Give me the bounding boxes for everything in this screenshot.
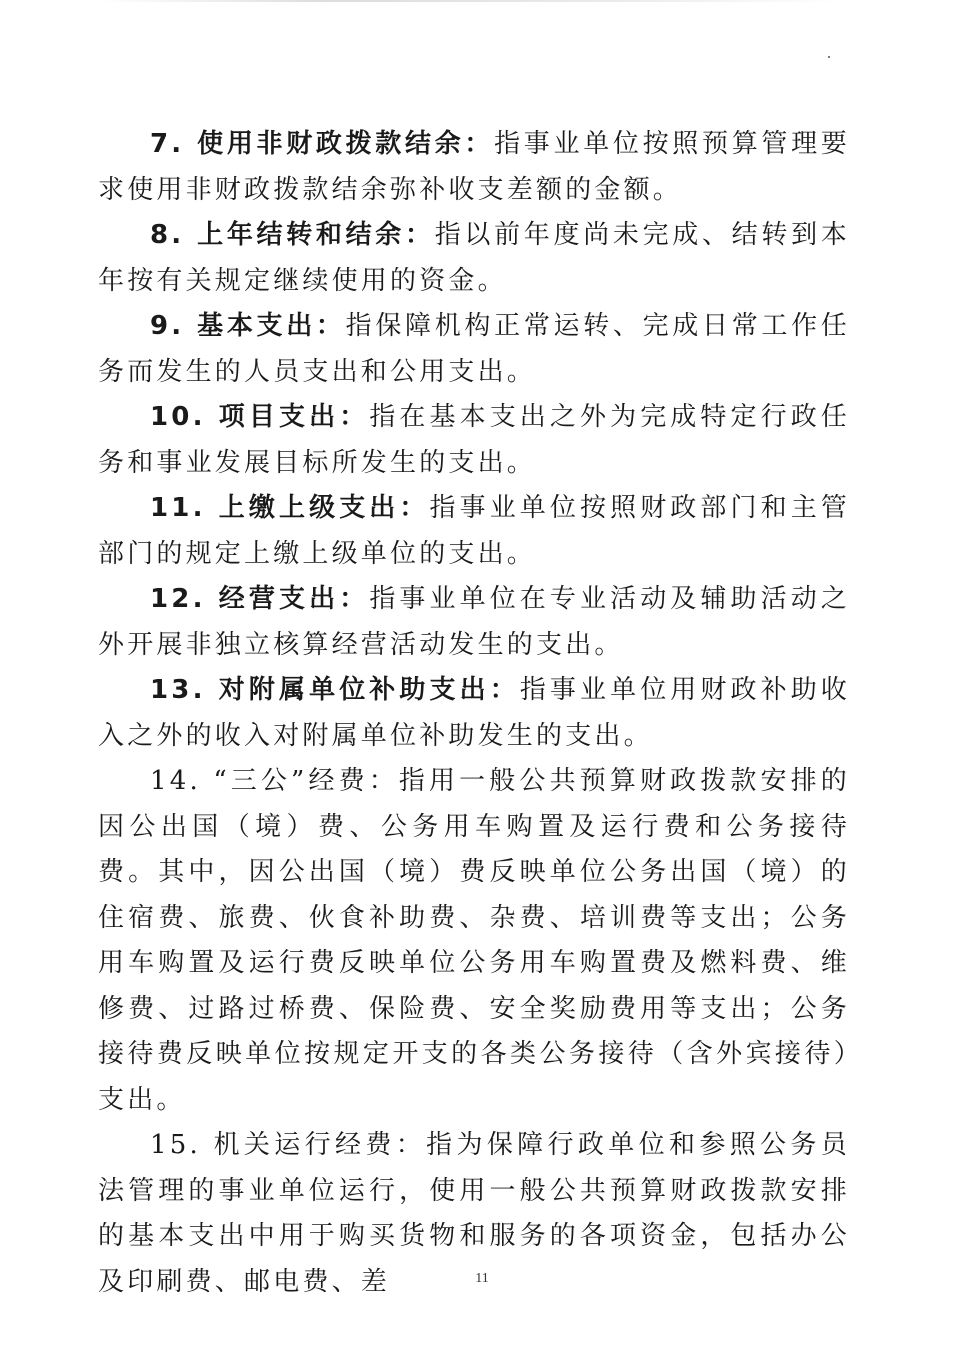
term-label: 13. 对附属单位补助支出： bbox=[150, 675, 520, 705]
term-definition: 指事业单位用财政补助收入之外的收入对附属单位补助发生的支出。 bbox=[98, 675, 851, 751]
term-label: 12. 经营支出： bbox=[150, 584, 370, 614]
paragraph-9 bbox=[98, 304, 850, 395]
term-definition: 指事业单位在专业活动及辅助活动之外开展非独立核算经营活动发生的支出。 bbox=[98, 584, 850, 660]
term-label: 8. 上年结转和结余： bbox=[150, 220, 435, 250]
term-label: 15. 机关运行经费： bbox=[150, 1130, 427, 1160]
scan-edge-mark bbox=[100, 0, 840, 2]
document-body bbox=[98, 122, 850, 1305]
term-definition: 指在基本支出之外为完成特定行政任务和事业发展目标所发生的支出。 bbox=[98, 402, 850, 478]
term-definition: 指保障机构正常运转、完成日常工作任务而发生的人员支出和公用支出。 bbox=[98, 311, 851, 387]
paragraph-13 bbox=[98, 668, 850, 759]
paragraph-7 bbox=[98, 122, 850, 213]
term-definition: 指用一般公共预算财政拨款安排的因公出国（境）费、公务用车购置及运行费和公务接待费。其中，因公出国（境）费反映单位公务出国（境）的住宿费、旅费、伙食补助费、杂费、培训费等支出；公务用车购置及运行费反映单位公务用车购置费及燃料费、维修费、过路过桥费、保险费、安全奖励费用等支出；公务接待费反映单位按规定开支的各类公务接待（含外宾接待）支出。 bbox=[98, 766, 850, 1115]
paragraph-8 bbox=[98, 213, 850, 304]
paragraph-10 bbox=[98, 395, 850, 486]
term-label: 9. 基本支出： bbox=[150, 311, 346, 341]
term-label: 14. “三公”经费： bbox=[150, 766, 399, 796]
term-definition: 指事业单位按照预算管理要求使用非财政拨款结余弥补收支差额的金额。 bbox=[98, 129, 850, 205]
term-label: 11. 上缴上级支出： bbox=[150, 493, 430, 523]
scan-speck bbox=[828, 56, 830, 58]
term-label: 7. 使用非财政拨款结余： bbox=[150, 129, 495, 159]
paragraph-14 bbox=[98, 759, 850, 1123]
paragraph-11 bbox=[98, 486, 850, 577]
term-label: 10. 项目支出： bbox=[150, 402, 370, 432]
term-definition: 指以前年度尚未完成、结转到本年按有关规定继续使用的资金。 bbox=[98, 220, 850, 296]
page-number: 11 bbox=[475, 1271, 489, 1286]
term-definition: 指事业单位按照财政部门和主管部门的规定上缴上级单位的支出。 bbox=[98, 493, 851, 569]
term-definition: 指为保障行政单位和参照公务员法管理的事业单位运行，使用一般公共预算财政拨款安排的基本支出中用于购买货物和服务的各项资金，包括办公及印刷费、邮电费、差 bbox=[98, 1130, 850, 1297]
paragraph-12 bbox=[98, 577, 850, 668]
